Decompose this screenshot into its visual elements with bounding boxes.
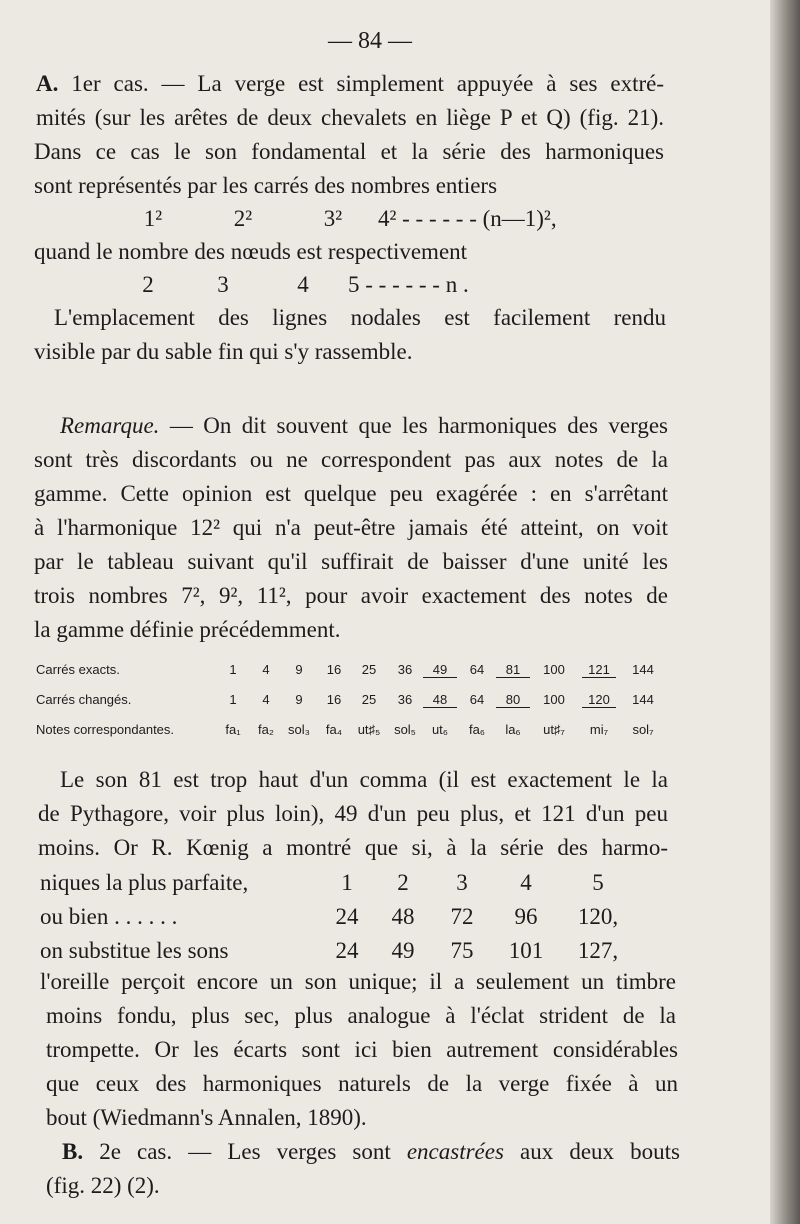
series-value: 49 xyxy=(391,938,415,963)
nodes-intro-line: quand le nombre des nœuds est respectivement xyxy=(34,239,468,264)
node-1: 2 xyxy=(142,272,154,297)
remark-line-7: la gamme définie précédemment. xyxy=(34,617,341,642)
table-cell: 1 xyxy=(229,692,237,707)
section-a-text-1: 1er cas. — La verge est simplement appuyée à ses extré- xyxy=(71,71,664,96)
table-note: sol₇ xyxy=(632,722,654,737)
remark-line-2: sont très discordants ou ne correspondent pas aux notes de la xyxy=(34,447,668,472)
square-3: 3² xyxy=(323,206,343,231)
table-label-changed: Carrés changés. xyxy=(36,692,132,707)
node-3: 4 xyxy=(297,272,309,297)
remark-line-4: à l'harmonique 12² qui n'a peut-être jamais été atteint, on voit xyxy=(34,515,668,540)
section-b-text-a: 2e cas. — Les verges sont xyxy=(99,1139,407,1164)
section-b-line-2: (fig. 22) (2). xyxy=(46,1173,160,1198)
page-number: — 84 — xyxy=(328,28,412,54)
table-note: fa₆ xyxy=(468,722,486,737)
series-value: 5 xyxy=(592,870,604,895)
remark-line-6: trois nombres 7², 9², 11², pour avoir exactement des notes de xyxy=(34,583,668,608)
square-1: 1² xyxy=(143,206,163,231)
series-value: 72 xyxy=(450,904,474,929)
section-b-marker: B. xyxy=(62,1139,84,1164)
section-b-line-1 xyxy=(62,1140,680,1163)
series-value: 4 xyxy=(520,870,532,895)
table-note: fa₄ xyxy=(325,722,343,737)
section-a-line-5: L'emplacement des lignes nodales est facilement rendu xyxy=(54,305,666,330)
series-value: 24 xyxy=(335,904,359,929)
nodes-row xyxy=(108,272,469,298)
series-value: 101 xyxy=(508,938,544,963)
series-value: 48 xyxy=(391,904,415,929)
table-cell-changed: 121 xyxy=(582,662,616,678)
section-a-line-6: visible par du sable fin qui s'y rassemble. xyxy=(34,339,413,364)
node-2: 3 xyxy=(217,272,229,297)
table-cell-changed: 120 xyxy=(582,692,616,708)
table-cell-changed: 49 xyxy=(423,662,457,678)
remark-label: Remarque. xyxy=(60,413,160,438)
remark-line-3: gamme. Cette opinion est quelque peu exagérée : en s'arrêtant xyxy=(34,481,668,506)
series-label: ou bien . . . . . . xyxy=(40,904,178,929)
para2-line-6: trompette. Or les écarts sont ici bien autrement considérables xyxy=(46,1037,678,1062)
series-value: 127, xyxy=(577,938,619,963)
table-note: ut♯₅ xyxy=(357,722,381,737)
series-value: 96 xyxy=(514,904,538,929)
table-label-notes: Notes correspondantes. xyxy=(36,722,175,737)
para2-line-3: moins. Or R. Kœnig a montré que si, à la série des harmo- xyxy=(38,835,668,860)
table-cell: 25 xyxy=(361,662,377,677)
table-note: sol₃ xyxy=(288,722,310,737)
remark-line-5: par le tableau suivant qu'il suffirait de baisser d'une unité les xyxy=(34,549,668,574)
table-cell: 25 xyxy=(361,692,377,707)
square-2: 2² xyxy=(233,206,253,231)
table-cell: 64 xyxy=(469,662,485,677)
square-4: 4² - - - - - - (n—1)², xyxy=(378,206,557,231)
para2-line-8: bout (Wiedmann's Annalen, 1890). xyxy=(46,1105,367,1130)
table-cell: 144 xyxy=(632,692,654,707)
table-note: la₆ xyxy=(505,722,521,737)
table-note: fa₁ xyxy=(225,722,241,737)
table-label-exact: Carrés exacts. xyxy=(36,662,120,677)
section-a-line-3: Dans ce cas le son fondamental et la série des harmoniques xyxy=(34,139,664,164)
table-note: fa₂ xyxy=(258,722,274,737)
series-row-substitute xyxy=(40,938,630,964)
table-cell-changed: 80 xyxy=(496,692,530,708)
series-value: 24 xyxy=(335,938,359,963)
para2-line-1: Le son 81 est trop haut d'un comma (il est exactement le la xyxy=(60,767,668,792)
table-cell: 1 xyxy=(229,662,237,677)
para2-line-5: moins fondu, plus sec, plus analogue à l'éclat strident de la xyxy=(46,1003,676,1028)
series-row-perfect xyxy=(40,870,630,896)
series-label: niques la plus parfaite, xyxy=(40,870,249,895)
table-cell: 16 xyxy=(326,662,342,677)
series-value: 1 xyxy=(341,870,353,895)
para2-line-7: que ceux des harmoniques naturels de la verge fixée à un xyxy=(46,1071,678,1096)
table-cell: 36 xyxy=(397,662,413,677)
series-value: 75 xyxy=(450,938,474,963)
section-a-line-2: mités (sur les arêtes de deux chevalets en liège P et Q) (fig. 21). xyxy=(36,105,664,130)
para2-line-4: l'oreille perçoit encore un son unique; il a seulement un timbre xyxy=(40,969,676,994)
series-value: 120, xyxy=(577,904,619,929)
section-a-marker: A. xyxy=(36,71,59,96)
table-note: mi₇ xyxy=(589,722,609,737)
table-note: ut♯₇ xyxy=(543,722,565,737)
table-cell-changed: 48 xyxy=(423,692,457,708)
table-note: ut₆ xyxy=(431,722,449,737)
page-edge-shadow xyxy=(770,0,800,1224)
table-cell: 4 xyxy=(262,692,270,707)
para2-line-2: de Pythagore, voir plus loin), 49 d'un peu plus, et 121 d'un peu xyxy=(38,801,668,826)
squares-row xyxy=(108,206,557,232)
section-b-emphasis: encastrées xyxy=(406,1139,504,1164)
table-note: sol₅ xyxy=(394,722,416,737)
series-label: on substitue les sons xyxy=(40,938,229,963)
table-cell: 9 xyxy=(295,692,303,707)
series-value: 3 xyxy=(456,870,468,895)
table-cell: 100 xyxy=(543,692,565,707)
table-cell: 100 xyxy=(543,662,565,677)
table-cell: 144 xyxy=(632,662,654,677)
section-a-line-1 xyxy=(36,72,664,95)
node-4: 5 - - - - - - n . xyxy=(348,272,469,297)
series-row-or xyxy=(40,904,630,930)
series-value: 2 xyxy=(397,870,409,895)
remark-line-1 xyxy=(60,414,668,437)
table-cell: 4 xyxy=(262,662,270,677)
section-b-text-b: aux deux bouts xyxy=(503,1139,680,1164)
table-cell: 16 xyxy=(326,692,342,707)
remark-text-1: — On dit souvent que les harmoniques des verges xyxy=(159,413,668,438)
table-cell: 36 xyxy=(397,692,413,707)
table-cell: 64 xyxy=(469,692,485,707)
table-cell-changed: 81 xyxy=(496,662,530,678)
table-cell: 9 xyxy=(295,662,303,677)
section-a-line-4: sont représentés par les carrés des nombres entiers xyxy=(34,173,498,198)
